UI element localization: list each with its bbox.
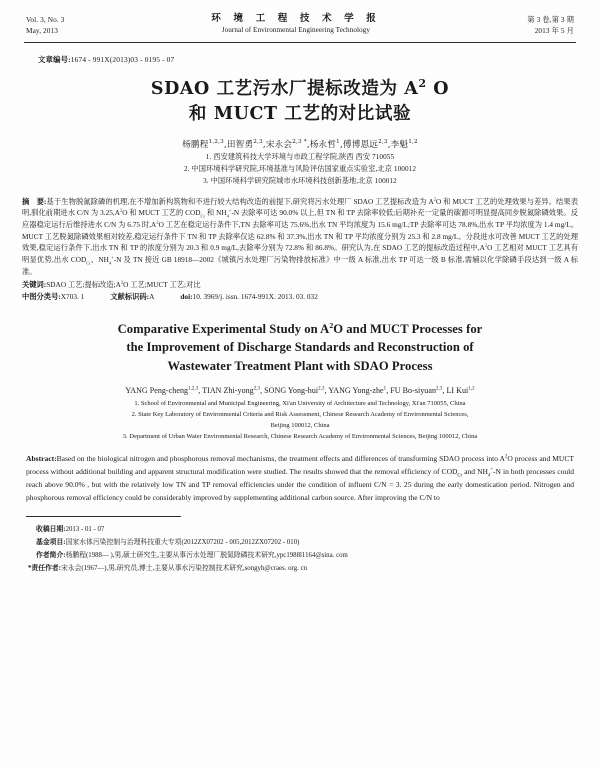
page-title-cn	[0, 77, 600, 128]
abstract-cn-label: 摘 要:	[22, 197, 47, 206]
authors-cn: 杨鹏程$^{1,2,3}$,田智勇$^{2,3}$,宋永会$^{2,3 *}$,杨永哲$^1$,傅博恩远$^{2,3}$,李魁$^{1,2}$	[182, 139, 418, 151]
clc-number	[22, 291, 84, 303]
author-cn-1-name: 田智勇	[226, 140, 254, 151]
abstract-en	[26, 453, 574, 505]
page-title-en	[40, 320, 560, 376]
author-cn-2-affil: 2,3 *	[292, 139, 307, 146]
author-en-0-affil: 1,2,3	[188, 385, 199, 391]
author-en-4-name: FU Bo-siyuan	[390, 385, 437, 395]
author-cn-3-name: 杨永哲	[309, 140, 337, 151]
affiliation-en-1: 1. School of Environmental and Municipal Engineering, Xi'an University of Architecture and Technology, Xi'an 710055, China	[134, 399, 466, 407]
masthead	[0, 0, 600, 40]
author-cn-2	[266, 140, 307, 150]
clc-label: 中图分类号:	[22, 293, 61, 302]
author-en-4-affil: 2,3	[436, 385, 443, 391]
title-cn-line1-pre: SDAO 工艺污水厂提标改造为 A	[150, 78, 419, 99]
classification-row	[22, 291, 578, 303]
author-en-2-affil: 2,3	[318, 385, 325, 391]
affiliation-cn-1: 1. 西安建筑科技大学环境与市政工程学院,陕西 西安 710055	[205, 153, 395, 162]
author-en-2-name: SONG Yong-hui	[264, 385, 319, 395]
article-number	[0, 43, 600, 65]
abstract-en-label: Abstract:	[26, 454, 57, 464]
masthead-journal-title	[64, 13, 527, 36]
author-cn-0	[182, 140, 224, 150]
affiliations-cn	[0, 152, 600, 187]
doi-value: 10. 3969/j. issn. 1674-991X. 2013. 03. 032	[192, 293, 318, 302]
author-en-1-affil: 2,3	[253, 385, 261, 391]
clc-value: X703. 1	[60, 293, 85, 302]
abstract-en-text: Based on the biological nitrogen and phosphorous removal mechanisms, the treatment effects and differences of transforming SDAO process into $A^2O$ process and MUCT process without additional building and apparent structural modification were studied. The results showed that the removal efficiency of $COD_{Cr}$ and $NH_4^+-N$ in both processes could reach above 90.0% , but with the relatively low TN and TP removal efficiencies under the condition of influent C/N = 3. 25 during the early domestication period. Nitrogen and phosphorous removal efficiency could be considerably improved by supplementing additional carbon source. After improving the C/N to	[26, 454, 575, 503]
author-en-1	[202, 386, 260, 395]
affiliation-en-3: 3. Department of Urban Water Environmental Research, Chinese Research Academy of Environmental Sciences, Beijing 100012, China	[122, 433, 478, 441]
title-en-line1-post: O and MUCT Processes for	[333, 321, 483, 336]
author-en-0-name: YANG Peng-cheng	[125, 385, 189, 395]
article-number-label: 文章编号:	[38, 54, 71, 64]
footnote-author-bio-value: 杨鹏程(1988— ),男,硕士研究生,主要从事污水处理厂脱氮除磷技术研究,ypc1988l1164@sina. com	[65, 552, 348, 560]
footnote-received-date	[36, 523, 574, 536]
affiliation-cn-2: 2. 中国环境科学研究院,环境基准与风险评估国家重点实验室,北京 100012	[183, 165, 417, 174]
footnotes	[28, 523, 574, 575]
authors-en: YANG Peng-cheng$^{1,2,3}$, TIAN Zhi-yong$^{2,3}$, SONG Yong-hui$^{2,3}$, YANG Yong-zhe$^1$, FU Bo-siyuan$^{2,3}$, LI Kui$^{1,2}$	[125, 385, 475, 395]
doi	[180, 291, 317, 303]
title-cn-line-1	[0, 77, 600, 102]
footnote-funding	[36, 536, 574, 549]
affiliation-cn-3: 3. 中国环境科学研究院城市水环境科技创新基地,北京 100012	[203, 176, 397, 185]
keywords-cn-label: 关键词:	[22, 280, 47, 289]
masthead-volume-info	[26, 14, 64, 37]
document-code	[110, 291, 154, 303]
footnote-corresponding-value: 宋永会(1967—),男,研究员,博士,主要从事水污染控制技术研究,songyh@craes. org. cn	[60, 565, 308, 573]
journal-title-en: Journal of Environmental Engineering Technology	[221, 25, 370, 34]
author-en-5	[446, 386, 474, 395]
affiliation-en-2-cont: Beijing 100012, China	[270, 421, 330, 429]
title-en-line-3: Wastewater Treatment Plant with SDAO Process	[167, 358, 433, 373]
masthead-date-cn: 2013 年 5 月	[534, 26, 574, 36]
abstract-cn-paragraph	[22, 197, 578, 279]
journal-title-cn: 环 境 工 程 技 术 学 报	[211, 13, 381, 24]
author-en-4	[390, 386, 442, 395]
author-cn-1	[227, 140, 263, 150]
author-cn-3-affil: 1	[336, 139, 340, 146]
author-en-0	[125, 386, 198, 395]
document-code-label: 文献标识码:	[110, 293, 150, 302]
author-en-5-affil: 1,2	[468, 385, 475, 391]
affiliations-en	[0, 398, 600, 443]
author-cn-4	[343, 140, 388, 150]
author-en-3-affil: 1	[383, 385, 387, 391]
title-en-line-1	[40, 320, 560, 339]
author-cn-3	[310, 140, 340, 150]
footnote-divider	[26, 516, 181, 517]
author-cn-1-affil: 2,3	[253, 139, 263, 146]
footnote-author-bio	[36, 549, 574, 562]
affiliation-en-2: 2. State Key Laboratory of Environmental Criteria and Risk Assessment, Chinese Research Academy of Environmental Sciences,	[131, 410, 469, 418]
keywords-cn	[22, 279, 578, 291]
masthead-issue-info	[527, 14, 574, 37]
footnote-received-label: 收稿日期:	[36, 526, 66, 534]
author-cn-4-name: 傅博恩远	[342, 140, 379, 151]
author-en-3	[328, 386, 386, 395]
author-cn-5-affil: 1,2	[408, 139, 418, 146]
footnote-funding-value: 国家水体污染控制与治理科技重大专项(2012ZX07202 - 005,2012ZX07202 - 010)	[65, 539, 300, 547]
title-cn-superscript: 2	[418, 76, 427, 90]
title-en-line1-pre: Comparative Experimental Study on A	[117, 321, 330, 336]
author-cn-5-name: 李魁	[390, 140, 409, 151]
keywords-cn-value: SDAO 工艺;提标改造$;A^2O$ 工艺;MUCT 工艺;对比	[46, 279, 201, 289]
footnote-corresponding-author	[28, 562, 574, 575]
author-cn-0-affil: 1,2,3	[208, 139, 224, 146]
author-cn-4-affil: 2,3	[378, 139, 388, 146]
author-en-2	[264, 386, 324, 395]
doi-label: doi:	[180, 293, 193, 302]
article-number-value: 1674 - 991X(2013)03 - 0195 - 07	[70, 54, 175, 64]
title-en-superscript: 2	[329, 320, 334, 330]
footnote-corresponding-label: *责任作者:	[28, 565, 61, 573]
title-cn-line1-post: O	[426, 78, 450, 99]
author-cn-2-name: 宋永会	[265, 140, 293, 151]
author-en-3-name: YANG Yong-zhe	[328, 385, 384, 395]
masthead-volume-en: Vol. 3, No. 3	[26, 15, 65, 24]
footnote-received-value: 2013 - 01 - 07	[65, 526, 105, 534]
author-cn-5	[391, 140, 418, 150]
masthead-date-en: May, 2013	[26, 26, 59, 36]
author-en-5-name: LI Kui	[446, 385, 469, 395]
author-cn-0-name: 杨鹏程	[182, 140, 209, 151]
author-en-1-name: TIAN Zhi-yong	[202, 385, 254, 395]
footnote-funding-label: 基金项目:	[36, 539, 66, 547]
abstract-cn-text: 基于生物脱氮除磷的机理,在不增加新构筑物和不进行较大结构改造的前提下,研究将污水处理厂 SDAO 工艺提标改造为 $A^2O$ 和 MUCT 工艺的处理效果与差异。结果表明,驯化前期进水 C/N 为 $3.25,A^2O$ 和 MUCT 工艺的 $COD_{Cr}$ 和 $NH_4^+-N$ 去除率可达 90.0% 以上,但 TN 和 TP 去除率较低;后期补充一定量的碳源可明显提高同步脱氮除磷效果。反应器稳定运行后维持进水 C/N 为 6.75 时$,A^2O$ 工艺在稳定运行条件下,TN 去除率可达 75.6%,出水 TN 平均浓度为 15.6 mg/L;TP 去除率可达 78.8%,出水 TP 平均浓度为 1.4 mg/L。MUCT 工艺脱氮除磷效果相对较差,稳定运行条件下 TN 和 TP 去除率仅达 62.8% 和 37.3%,出水 TN 和 TP 平均浓度分别为 25.3 和 2.8 mg/L。分段进水可改善 MUCT 工艺的处理效果,稳定运行条件下,出水 TN 和 TP 的浓度分别为 20.3 和 0.9 mg/L,去除率分别为 72.8% 和 86.8%。研究认为,在 SDAO 工艺的提标改造过程中$,A^2O$ 工艺相对 MUCT 工艺具有明显优势,出水 $COD_{Cr}$、$NH_4^+-N$ 及 TN 接近 GB 18918—2002《城镇污水处理厂污染物排放标准》中一级 A 标准,出水 TP 可达一级 B 标准,需辅以化学除磷手段达到一级 A 标准。	[22, 196, 579, 276]
title-en-line-2: the Improvement of Discharge Standards and Reconstruction of	[126, 340, 474, 355]
footnote-author-bio-label: 作者简介:	[36, 552, 66, 560]
abstract-cn	[22, 197, 578, 279]
masthead-volume-cn: 第 3 卷,第 3 期	[527, 15, 574, 24]
title-cn-line-2: 和 MUCT 工艺的对比试验	[188, 103, 412, 124]
document-code-value: A	[149, 293, 155, 302]
